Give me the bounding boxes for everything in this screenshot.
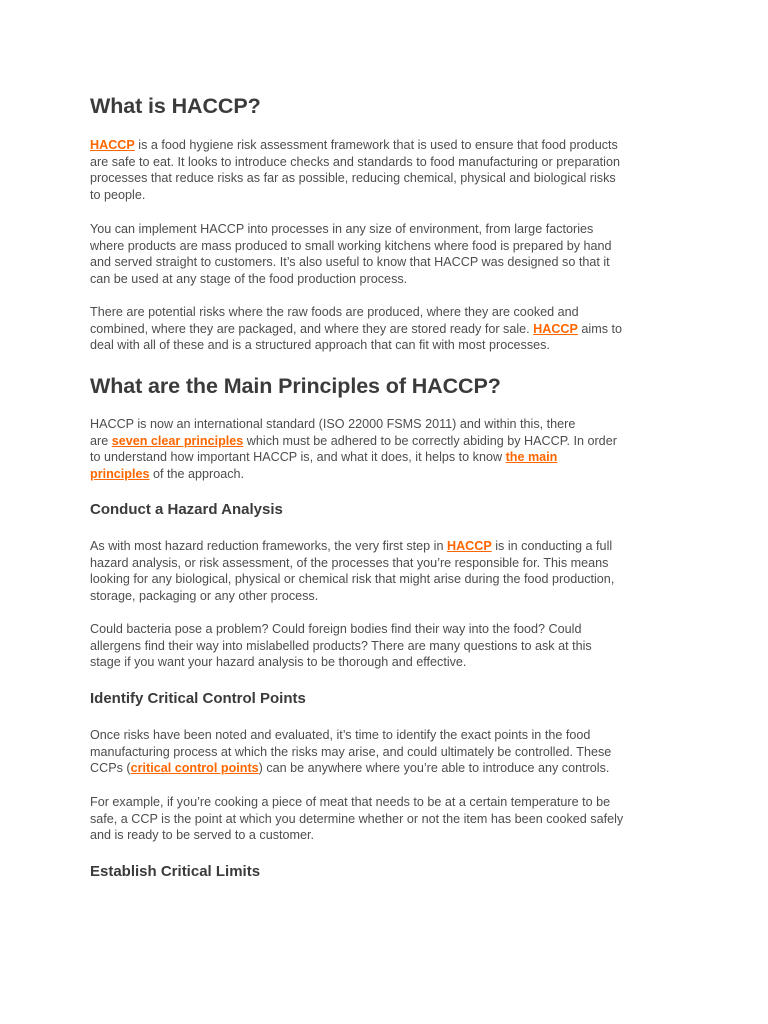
paragraph-principles-intro: HACCP is now an international standard (ISO 22000 FSMS 2011) and within this, there are seven clear principles which must be adhered to be correctly abiding by HACCP. In order to understand how important HACCP is, and what it does, it helps to know the main principles of the approach. xyxy=(90,417,617,482)
heading-what-is-haccp: What is HACCP? xyxy=(90,94,261,118)
heading-hazard-analysis: Conduct a Hazard Analysis xyxy=(90,501,283,518)
paragraph-hazard-questions: Could bacteria pose a problem? Could foreign bodies find their way into the food? Could allergens find their way into mislabelled products? There are many questions to ask at this stage if you want your hazard analysis to be thorough and effective. xyxy=(90,622,592,670)
paragraph-ccp-example: For example, if you’re cooking a piece of meat that needs to be at a certain temperature to be safe, a CCP is the point at which you determine whether or not the item has been cooked safely and is ready to be served to a customer. xyxy=(90,795,624,843)
haccp-link[interactable]: HACCP xyxy=(446,539,492,553)
seven-clear-principles-link[interactable]: seven clear principles xyxy=(111,433,244,448)
paragraph-hazard-analysis: As with most hazard reduction frameworks, the very first step in HACCP is in conducting a full hazard analysis, or risk assessment, of the processes that you’re responsible for. This means looking for any biological, physical or chemical risk that might arise during the food production, storage, packaging or any other process. xyxy=(90,539,615,604)
paragraph-haccp-environments: You can implement HACCP into processes in any size of environment, from large factories where products are mass produced to small working kitchens where food is prepared by hand and served straight to customers. It’s also useful to know that HACCP was designed so that it can be used at any stage of the food production process. xyxy=(90,222,612,287)
main-principles-link[interactable]: the main xyxy=(505,450,558,465)
heading-main-principles: What are the Main Principles of HACCP? xyxy=(90,374,501,398)
main-principles-link-continued[interactable]: principles xyxy=(90,467,150,482)
paragraph-haccp-risks: There are potential risks where the raw foods are produced, where they are cooked and combined, where they are packaged, and where they are stored ready for sale. HACCP aims to deal with all of these and is a structured approach that can fit with most processes. xyxy=(90,305,623,353)
critical-control-points-link[interactable]: critical control points xyxy=(130,761,259,776)
heading-critical-limits: Establish Critical Limits xyxy=(90,863,261,880)
haccp-link[interactable]: HACCP xyxy=(90,138,135,152)
paragraph-haccp-definition: HACCP is a food hygiene risk assessment framework that is used to ensure that food products are safe to eat. It looks to introduce checks and standards to food manufacturing or preparation processes that reduce risks as far as possible, reducing chemical, physical and biological risks to people. xyxy=(90,138,620,203)
haccp-link[interactable]: HACCP xyxy=(533,321,578,336)
heading-critical-control-points: Identify Critical Control Points xyxy=(90,690,306,707)
paragraph-ccp-definition: Once risks have been noted and evaluated, it’s time to identify the exact points in the food manufacturing process at which the risks may arise, and could ultimately be controlled. These CCPs (critical control points) can be anywhere where you’re able to introduce any controls. xyxy=(90,728,612,776)
